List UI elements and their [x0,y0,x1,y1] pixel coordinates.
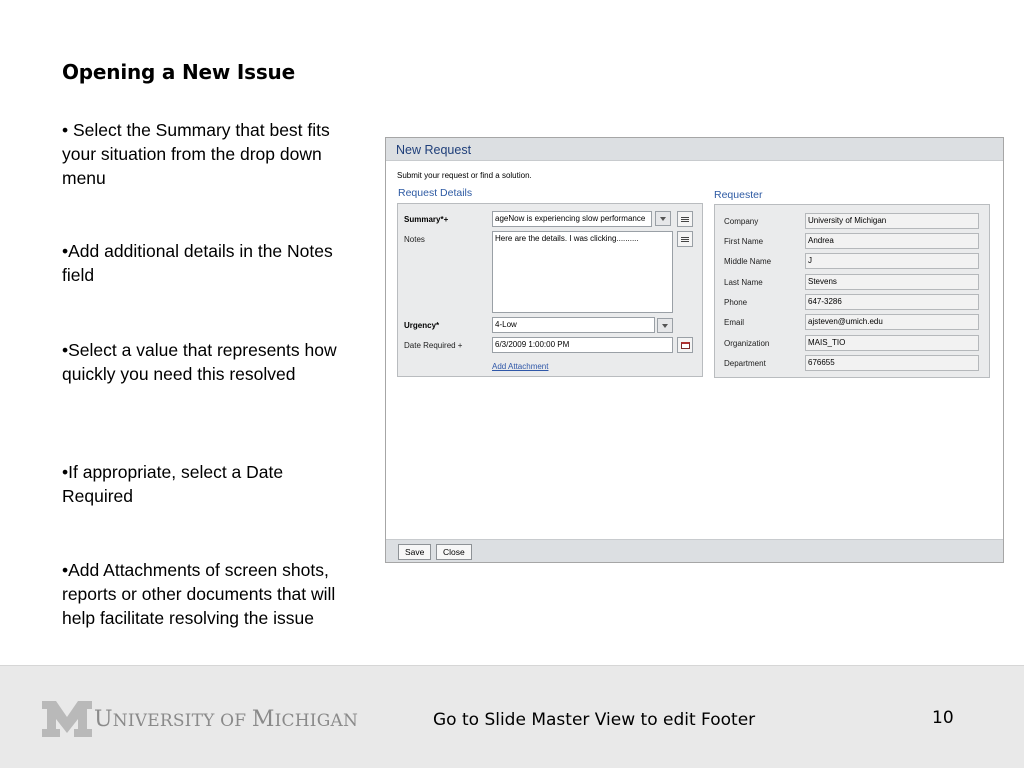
summary-input[interactable]: ageNow is experiencing slow performance [492,211,652,227]
bullet-date: •If appropriate, select a Date Required [62,462,284,506]
notes-textarea[interactable]: Here are the details. I was clicking.......... [492,231,673,313]
app-subtitle: Submit your request or find a solution. [397,171,532,180]
footer-text: Go to Slide Master View to edit Footer [433,710,756,730]
phone-label: Phone [724,298,748,307]
phone-field: 647-3286 [805,294,979,310]
block-m-icon [42,699,92,739]
company-field: University of Michigan [805,213,979,229]
wordmark-m: M [251,707,275,732]
first-name-label: First Name [724,237,764,246]
date-required-input[interactable]: 6/3/2009 1:00:00 PM [492,337,673,353]
requester-panel [714,204,990,378]
request-details-panel [397,203,703,377]
date-required-label: Date Required + [404,341,463,350]
last-name-field: Stevens [805,274,979,290]
slide-title: Opening a New Issue [62,60,295,84]
bullet-notes: •Add additional details in the Notes field [62,241,333,285]
notes-list-button[interactable] [677,231,693,247]
save-button[interactable]: Save [398,544,431,560]
wordmark-of: OF [214,711,252,731]
wordmark-ichigan: ICHIGAN [274,711,359,731]
summary-list-button[interactable] [677,211,693,227]
calendar-icon [681,342,690,349]
add-attachment-link[interactable]: Add Attachment [492,362,549,371]
urgency-dropdown-button[interactable] [657,318,673,333]
bullet-summary: • Select the Summary that best fits your situation from the drop down menu [62,120,330,188]
chevron-down-icon [660,217,666,221]
chevron-down-icon [662,324,668,328]
request-details-heading: Request Details [398,187,473,199]
university-logo [42,699,382,741]
department-field: 676655 [805,355,979,371]
calendar-button[interactable] [677,337,693,353]
app-button-bar [386,539,1003,562]
page-number: 10 [932,708,954,728]
university-wordmark [94,707,358,732]
email-label: Email [724,318,745,327]
email-field: ajsteven@umich.edu [805,314,979,330]
first-name-field: Andrea [805,233,979,249]
organization-label: Organization [724,339,770,348]
summary-label: Summary*+ [404,215,449,224]
new-request-screenshot [385,137,1004,563]
last-name-label: Last Name [724,278,763,287]
middle-name-label: Middle Name [724,257,772,266]
wordmark-niversity: NIVERSITY [112,711,215,731]
close-button[interactable]: Close [436,544,472,560]
app-header [386,138,1003,161]
wordmark-u: U [94,707,113,732]
app-title: New Request [396,143,472,157]
department-label: Department [724,359,766,368]
urgency-select[interactable]: 4-Low [492,317,655,333]
slide-footer [0,665,1024,768]
notes-label: Notes [404,235,425,244]
middle-name-field: J [805,253,979,269]
bullet-attachments: •Add Attachments of screen shots, reports or other documents that will help facilitate resolving the issue [62,560,336,628]
urgency-label: Urgency* [404,321,440,330]
requester-heading: Requester [714,189,763,201]
company-label: Company [724,217,759,226]
organization-field: MAIS_TIO [805,335,979,351]
summary-dropdown-button[interactable] [655,211,671,226]
bullet-urgency: •Select a value that represents how quickly you need this resolved [62,340,337,384]
